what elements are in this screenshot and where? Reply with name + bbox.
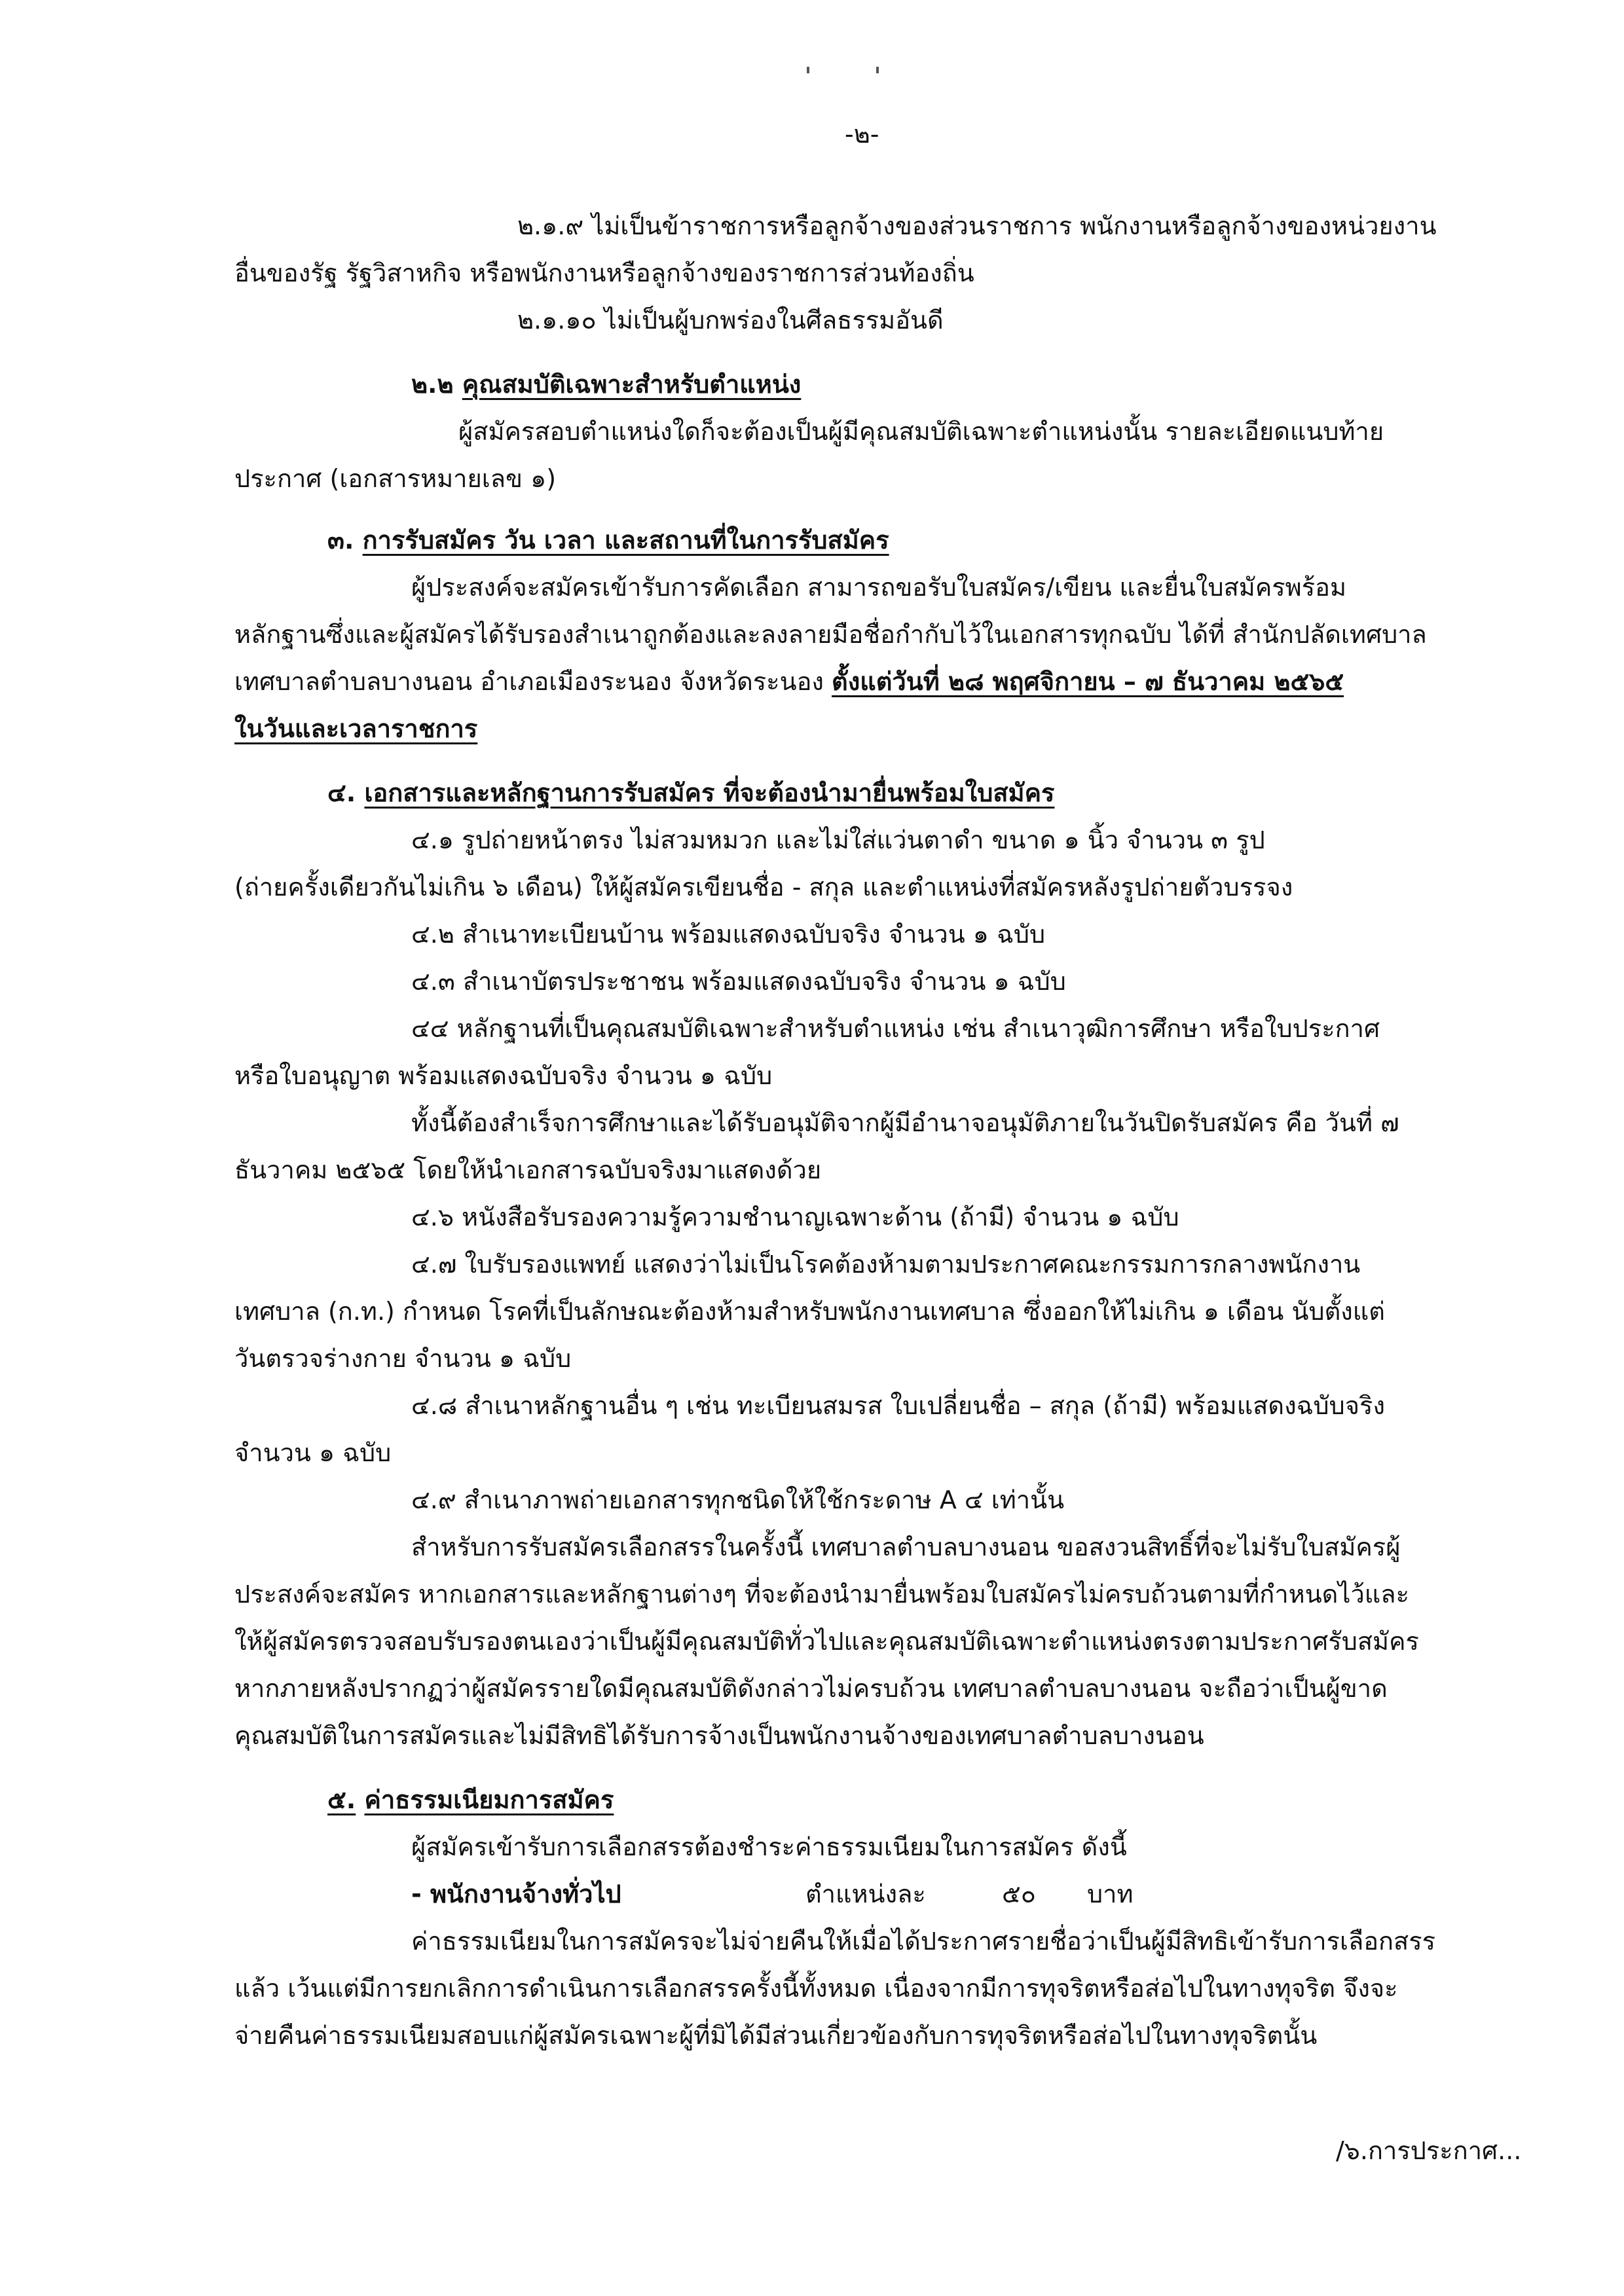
section-number: ๒.๒ <box>411 370 454 399</box>
section-title: การรับสมัคร วัน เวลา และสถานที่ในการรับสมัคร <box>362 526 889 555</box>
item-4-4-line-4: ธันวาคม ๒๕๖๕ โดยให้นำเอกสารฉบับจริงมาแสดงด้วย <box>234 1156 822 1184</box>
section-5-heading <box>327 1777 614 1823</box>
item-4-1-line-1: ๔.๑ รูปถ่ายหน้าตรง ไม่สวมหมวก และไม่ใส่แว่นตาดำ ขนาด ๑ นิ้ว จำนวน ๓ รูป <box>411 826 1265 854</box>
item-4-1-line-2: (ถ่ายครั้งเดียวกันไม่เกิน ๖ เดือน) ให้ผู้สมัครเขียนชื่อ - สกุล และตำแหน่งที่สมัครหลังรูปถ่ายตัวบรรจง <box>234 873 1293 902</box>
scan-mark <box>807 67 809 73</box>
item-4-4-line-1: ๔๔ หลักฐานที่เป็นคุณสมบัติเฉพาะสำหรับตำแหน่ง เช่น สำเนาวุฒิการศึกษา หรือใบประกาศ <box>411 1014 1380 1043</box>
section-3-heading <box>327 517 889 563</box>
fee-label: - พนักงานจ้างทั่วไป <box>411 1880 621 1908</box>
section-3-line-1: ผู้ประสงค์จะสมัครเข้ารับการคัดเลือก สามารถขอรับใบสมัคร/เขียน และยื่นใบสมัครพร้อม <box>411 573 1347 602</box>
note-line-4: หากภายหลังปรากฏว่าผู้สมัครรายใดมีคุณสมบัติดังกล่าวไม่ครบถ้วน เทศบาลตำบลบางนอน จะถือว่าเป็นผู้ขาด <box>234 1674 1388 1703</box>
item-4-7-line-2: เทศบาล (ก.ท.) กำหนด โรคที่เป็นลักษณะต้องห้ามสำหรับพนักงานเทศบาล ซึ่งออกให้ไม่เกิน ๑ เดือน นับตั้งแต่ <box>234 1297 1385 1326</box>
item-2-1-10: ๒.๑.๑๐ ไม่เป็นผู้บกพร่องในศีลธรรมอันดี <box>517 306 944 335</box>
item-4-9: ๔.๙ สำเนาภาพถ่ายเอกสารทุกชนิดให้ใช้กระดาษ A ๔ เท่านั้น <box>411 1485 1065 1514</box>
page-footer-continuation: /๖.การประกาศ... <box>1336 2136 1522 2165</box>
item-4-8-line-1: ๔.๘ สำเนาหลักฐานอื่น ๆ เช่น ทะเบียนสมรส ใบเปลี่ยนชื่อ – สกุล (ถ้ามี) พร้อมแสดงฉบับจริง <box>411 1391 1386 1420</box>
item-4-3: ๔.๓ สำเนาบัตรประชาชน พร้อมแสดงฉบับจริง จำนวน ๑ ฉบับ <box>411 967 1066 996</box>
section-title: เอกสารและหลักฐานการรับสมัคร ที่จะต้องนำมายื่นพร้อมใบสมัคร <box>364 778 1055 807</box>
page-number: -๒- <box>845 120 879 149</box>
section-5-line-3: แล้ว เว้นแต่มีการยกเลิกการดำเนินการเลือกสรรครั้งนี้ทั้งหมด เนื่องจากมีการทุจริตหรือส่อไปในทางทุจริต จึงจะ <box>234 1974 1398 2003</box>
section-5-line-4: จ่ายคืนค่าธรรมเนียมสอบแก่ผู้สมัครเฉพาะผู้ที่มิได้มีส่วนเกี่ยวข้องกับการทุจริตหรือส่อไปในทางทุจริตนั้น <box>234 2021 1318 2050</box>
item-4-4-line-3: ทั้งนี้ต้องสำเร็จการศึกษาและได้รับอนุมัติจากผู้มีอำนาจอนุมัติภายในวันปิดรับสมัคร คือ วันที่ ๗ <box>411 1108 1399 1137</box>
item-4-4-line-2: หรือใบอนุญาต พร้อมแสดงฉบับจริง จำนวน ๑ ฉบับ <box>234 1061 773 1090</box>
item-4-8-line-2: จำนวน ๑ ฉบับ <box>234 1438 392 1467</box>
item-4-2: ๔.๒ สำเนาทะเบียนบ้าน พร้อมแสดงฉบับจริง จำนวน ๑ ฉบับ <box>411 920 1046 949</box>
section-2-2-heading <box>411 361 801 407</box>
item-2-1-9-line-2: อื่นของรัฐ รัฐวิสาหกิจ หรือพนักงานหรือลูกจ้างของราชการส่วนท้องถิ่น <box>234 259 974 287</box>
section-title: คุณสมบัติเฉพาะสำหรับตำแหน่ง <box>462 370 802 399</box>
fee-currency: บาท <box>1087 1880 1134 1908</box>
item-4-7-line-3: วันตรวจร่างกาย จำนวน ๑ ฉบับ <box>234 1344 572 1373</box>
note-line-2: ประสงค์จะสมัคร หากเอกสารและหลักฐานต่างๆ ที่จะต้องนำมายื่นพร้อมใบสมัครไม่ครบถ้วนตามที่กำหนดไว้และ <box>234 1580 1409 1609</box>
section-number: ๕. <box>327 1785 356 1814</box>
fee-unit: ตำแหน่งละ <box>805 1880 926 1908</box>
section-3-line-2: หลักฐานซึ่งและผู้สมัครได้รับรองสำเนาถูกต้องและลงลายมือชื่อกำกับไว้ในเอกสารทุกฉบับ ได้ที่ สำนักปลัดเทศบาล <box>234 620 1427 649</box>
section-3-line-4: ในวันและเวลาราชการ <box>234 714 478 743</box>
section-number: ๔. <box>327 778 356 807</box>
section-number: ๓. <box>327 526 354 555</box>
section-2-2-line-1: ผู้สมัครสอบตำแหน่งใดก็จะต้องเป็นผู้มีคุณสมบัติเฉพาะตำแหน่งนั้น รายละเอียดแนบท้าย <box>458 417 1384 446</box>
note-line-3: ให้ผู้สมัครตรวจสอบรับรองตนเองว่าเป็นผู้มีคุณสมบัติทั่วไปและคุณสมบัติเฉพาะตำแหน่งตรงตามประกาศรับสมัคร <box>234 1627 1419 1656</box>
section-5-line-2: ค่าธรรมเนียมในการสมัครจะไม่จ่ายคืนให้เมื่อได้ประกาศรายชื่อว่าเป็นผู้มีสิทธิเข้ารับการเลือกสรร <box>411 1927 1436 1956</box>
section-3-line-3: เทศบาลตำบลบางนอน อำเภอเมืองระนอง จังหวัดระนอง ตั้งแต่วันที่ ๒๘ พฤศจิกายน – ๗ ธันวาคม ๒๕๖๕ <box>234 667 1344 696</box>
item-4-6: ๔.๖ หนังสือรับรองความรู้ความชำนาญเฉพาะด้าน (ถ้ามี) จำนวน ๑ ฉบับ <box>411 1203 1179 1231</box>
item-2-1-9-line-1: ๒.๑.๙ ไม่เป็นข้าราชการหรือลูกจ้างของส่วนราชการ พนักงานหรือลูกจ้างของหน่วยงาน <box>517 211 1437 240</box>
section-4-heading <box>327 770 1054 816</box>
note-line-1: สำหรับการรับสมัครเลือกสรรในครั้งนี้ เทศบาลตำบลบางนอน ขอสงวนสิทธิ์ที่จะไม่รับใบสมัครผู้ <box>411 1533 1401 1561</box>
application-period: ตั้งแต่วันที่ ๒๘ พฤศจิกายน – ๗ ธันวาคม ๒๕๖๕ <box>832 667 1344 696</box>
fee-amount: ๕๐ <box>1002 1880 1036 1908</box>
section-5-line-1: ผู้สมัครเข้ารับการเลือกสรรต้องชำระค่าธรรมเนียมในการสมัคร ดังนี้ <box>411 1832 1127 1861</box>
section-2-2-line-2: ประกาศ (เอกสารหมายเลข ๑) <box>234 464 557 493</box>
note-line-5: คุณสมบัติในการสมัครและไม่มีสิทธิได้รับการจ้างเป็นพนักงานจ้างของเทศบาลตำบลบางนอน <box>234 1721 1204 1750</box>
section-title: ค่าธรรมเนียมการสมัคร <box>364 1785 614 1814</box>
scan-mark <box>876 67 879 73</box>
item-4-7-line-1: ๔.๗ ใบรับรองแพทย์ แสดงว่าไม่เป็นโรคต้องห้ามตามประกาศคณะกรรมการกลางพนักงาน <box>411 1250 1361 1279</box>
